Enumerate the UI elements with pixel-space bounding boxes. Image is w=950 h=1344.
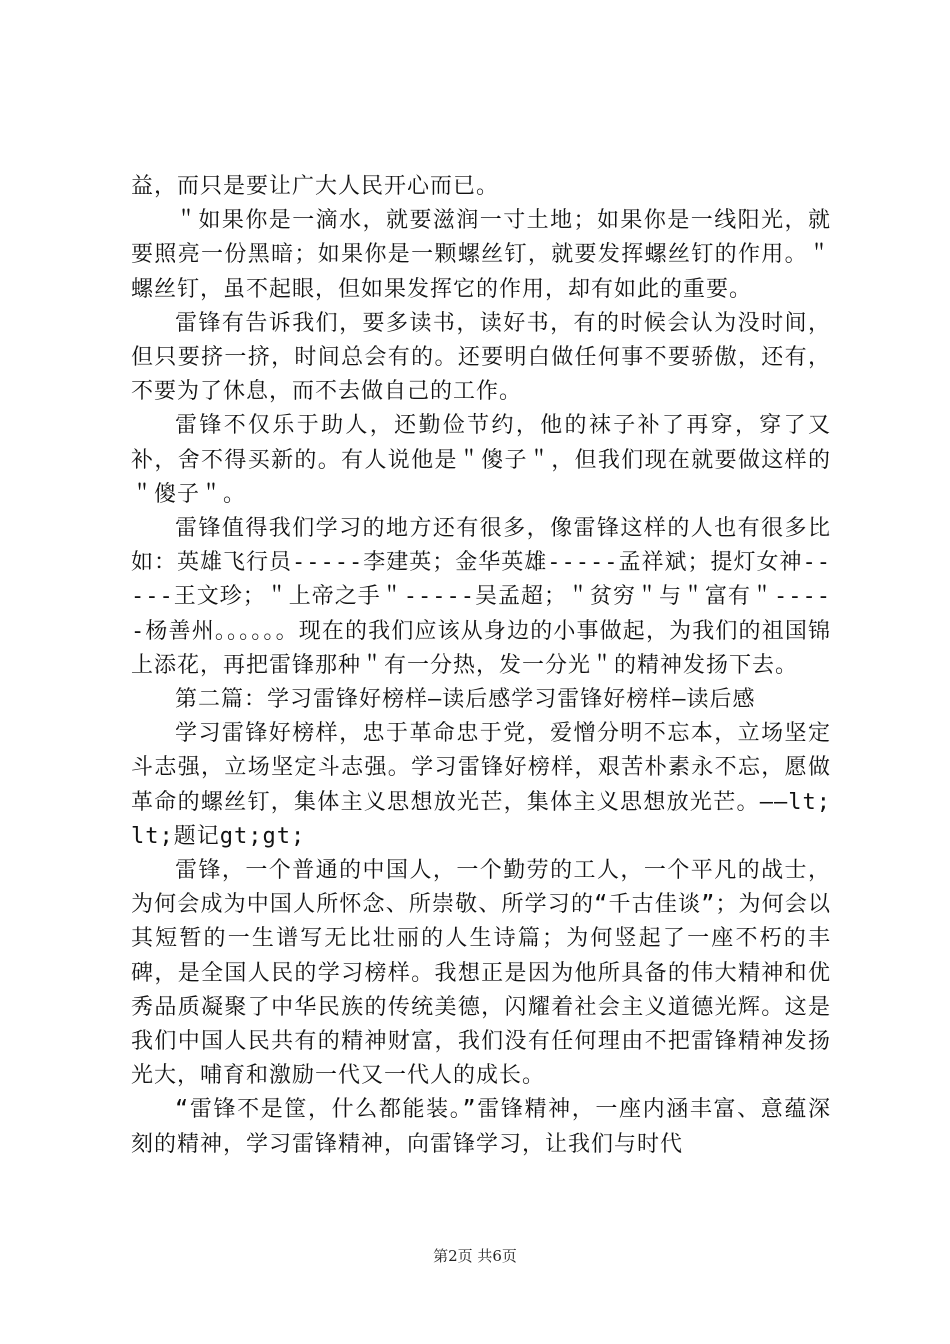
- document-body: [131, 170, 831, 1162]
- paragraph-7: 学习雷锋好榜样，忠于革命忠于党，爱憎分明不忘本，立场坚定斗志强，立场坚定斗志强。学习雷锋好榜样，艰苦朴素永不忘，愿做革命的螺丝钉，集体主义思想放光芒，集体主义思想放光芒。——lt;lt;题记gt;gt;: [131, 721, 831, 849]
- section-heading: 第二篇：学习雷锋好榜样—读后感学习雷锋好榜样—读后感: [175, 687, 756, 713]
- paragraph-8: 雷锋，一个普通的中国人，一个勤劳的工人，一个平凡的战士，为何会成为中国人所怀念、所崇敬、所学习的“千古佳谈”；为何会以其短暂的一生谱写无比壮丽的人生诗篇；为何竖起了一座不朽的丰碑，是全国人民的学习榜样。我想正是因为他所具备的伟大精神和优秀品质凝聚了中华民族的传统美德，闪耀着社会主义道德光辉。这是我们中国人民共有的精神财富，我们没有任何理由不把雷锋精神发扬光大，哺育和激励一代又一代人的成长。: [131, 858, 831, 1089]
- page-number-footer: 第2页 共6页: [433, 1247, 517, 1265]
- paragraph-9: “雷锋不是筐，什么都能装。”雷锋精神，一座内涵丰富、意蕴深刻的精神，学习雷锋精神，向雷锋学习，让我们与时代: [131, 1097, 831, 1157]
- paragraph-2: ＂如果你是一滴水，就要滋润一寸土地；如果你是一线阳光，就要照亮一份黑暗；如果你是一颗螺丝钉，就要发挥螺丝钉的作用。＂螺丝钉，虽不起眼，但如果发挥它的作用，却有如此的重要。: [131, 208, 831, 302]
- paragraph-1: 益，而只是要让广大人民开心而已。: [131, 174, 500, 199]
- paragraph-4: 雷锋不仅乐于助人，还勤俭节约，他的袜子补了再穿，穿了又补，舍不得买新的。有人说他是＂傻子＂，但我们现在就要做这样的＂傻子＂。: [131, 413, 831, 507]
- paragraph-5: 雷锋值得我们学习的地方还有很多，像雷锋这样的人也有很多比如：英雄飞行员-----李建英；金华英雄-----孟祥斌；提灯女神-----王文珍；＂上帝之手＂-----吴孟超；＂贫穷＂与＂富有＂-----杨善州。。。。。。现在的我们应该从身边的小事做起，为我们的祖国锦上添花，再把雷锋那种＂有一分热，发一分光＂的精神发扬下去。: [131, 516, 831, 678]
- paragraph-3: 雷锋有告诉我们，要多读书，读好书，有的时候会认为没时间，但只要挤一挤，时间总会有的。还要明白做任何事不要骄傲，还有，不要为了休息，而不去做自己的工作。: [131, 310, 831, 405]
